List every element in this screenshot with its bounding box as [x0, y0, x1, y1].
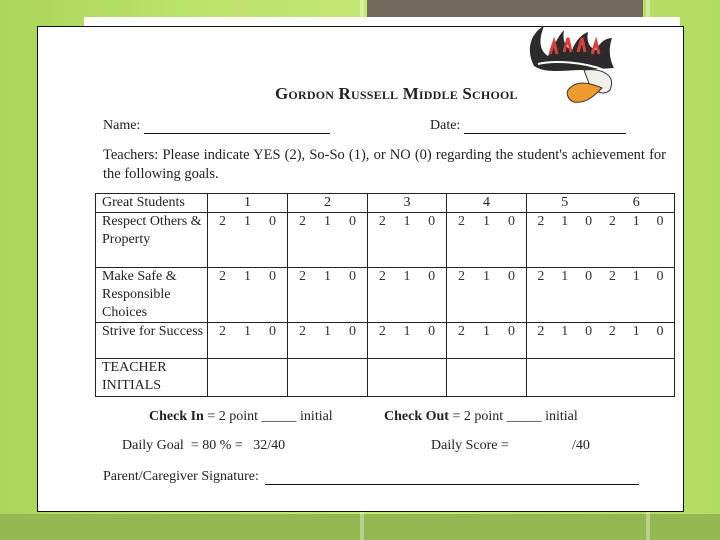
score-option[interactable]: 2	[458, 214, 465, 229]
score-options	[210, 213, 285, 231]
score-options	[449, 323, 524, 341]
score-cell[interactable]	[288, 323, 368, 359]
score-cell[interactable]	[447, 323, 527, 359]
score-options	[449, 268, 524, 286]
initials-cell[interactable]	[208, 359, 288, 397]
check-out-text: = 2 point _____ initial	[452, 409, 578, 424]
score-option[interactable]: 1	[561, 324, 569, 339]
score-option[interactable]: 1	[324, 324, 331, 339]
initials-cell[interactable]	[527, 359, 675, 397]
score-option[interactable]: 1	[483, 269, 490, 284]
period-header: 5	[561, 195, 569, 210]
initials-cell[interactable]	[368, 359, 447, 397]
score-cell[interactable]	[288, 268, 368, 323]
score-cell[interactable]	[527, 323, 675, 359]
score-options	[529, 268, 672, 286]
score-option[interactable]: 1	[632, 214, 640, 229]
score-option[interactable]: 2	[537, 324, 545, 339]
score-cell[interactable]	[208, 323, 288, 359]
score-cell[interactable]	[447, 268, 527, 323]
score-options	[529, 323, 672, 341]
score-option[interactable]: 1	[403, 269, 411, 284]
date-label: Date:	[430, 118, 461, 133]
score-options	[370, 268, 444, 286]
score-option[interactable]: 2	[378, 214, 386, 229]
score-options	[370, 323, 444, 341]
score-options	[449, 213, 524, 231]
score-option[interactable]: 2	[378, 269, 386, 284]
table-header-row	[96, 194, 675, 213]
name-field[interactable]	[103, 118, 330, 134]
row-label: Respect Others & Property	[96, 213, 208, 268]
period-header: 2	[288, 194, 368, 213]
table-row	[96, 268, 675, 323]
score-option[interactable]: 2	[537, 269, 545, 284]
score-option[interactable]: 2	[219, 214, 226, 229]
period-header: 1	[208, 194, 288, 213]
name-label: Name:	[103, 118, 141, 133]
date-field[interactable]	[430, 118, 626, 134]
score-option[interactable]: 1	[324, 214, 331, 229]
check-out-label: Check Out	[384, 409, 449, 424]
daily-score-label: Daily Score =	[431, 438, 509, 453]
period-header: 4	[447, 194, 527, 213]
score-option[interactable]: 0	[349, 324, 356, 339]
score-option[interactable]: 2	[299, 324, 306, 339]
signature-label: Parent/Caregiver Signature:	[103, 469, 259, 484]
score-option[interactable]: 0	[585, 324, 593, 339]
score-option[interactable]: 2	[299, 269, 306, 284]
score-option[interactable]: 2	[608, 214, 616, 229]
score-options	[210, 268, 285, 286]
date-line[interactable]	[464, 119, 626, 134]
initials-label: TEACHER INITIALS	[96, 359, 208, 397]
header-label: Great Students	[96, 194, 208, 213]
row-label: Make Safe & Responsible Choices	[96, 268, 208, 323]
score-cell[interactable]	[527, 268, 675, 323]
accent-box	[367, 0, 643, 17]
period-header: 6	[632, 195, 640, 210]
initials-cell[interactable]	[288, 359, 368, 397]
score-option[interactable]: 0	[428, 324, 436, 339]
check-out	[384, 409, 578, 425]
table-row	[96, 213, 675, 268]
instructions: Teachers: Please indicate YES (2), So-So (1), or NO (0) regarding the student's achievement for the following goals.	[103, 147, 666, 182]
initials-row	[96, 359, 675, 397]
score-options	[370, 213, 444, 231]
table-row	[96, 323, 675, 359]
score-options	[290, 268, 365, 286]
score-option[interactable]: 2	[219, 324, 226, 339]
signature-field[interactable]	[103, 469, 639, 485]
score-option[interactable]: 2	[608, 324, 616, 339]
score-option[interactable]: 1	[632, 269, 640, 284]
score-option[interactable]: 1	[403, 324, 411, 339]
score-option[interactable]: 0	[508, 324, 515, 339]
score-cell[interactable]	[368, 323, 447, 359]
check-in-text: = 2 point _____ initial	[207, 409, 333, 424]
school-name: Gordon Russell Middle School	[275, 84, 518, 103]
score-cell[interactable]	[447, 213, 527, 268]
score-option[interactable]: 0	[349, 269, 356, 284]
score-option[interactable]: 0	[585, 269, 593, 284]
score-option[interactable]: 1	[483, 214, 490, 229]
eagle-mascot-logo	[524, 26, 616, 106]
score-option[interactable]: 1	[244, 214, 251, 229]
score-option[interactable]: 0	[508, 214, 515, 229]
score-cell[interactable]	[208, 213, 288, 268]
score-option[interactable]: 2	[378, 324, 386, 339]
score-option[interactable]: 1	[561, 269, 569, 284]
score-option[interactable]: 0	[349, 214, 356, 229]
score-option[interactable]: 1	[403, 214, 411, 229]
score-option[interactable]: 2	[299, 214, 306, 229]
daily-score-denominator: /40	[572, 438, 590, 453]
score-cell[interactable]	[208, 268, 288, 323]
score-option[interactable]: 1	[244, 324, 251, 339]
score-option[interactable]: 2	[608, 269, 616, 284]
score-option[interactable]: 2	[219, 269, 226, 284]
score-option[interactable]: 2	[458, 324, 465, 339]
goals-table	[95, 193, 675, 397]
score-options	[529, 213, 672, 231]
score-option[interactable]: 0	[656, 269, 664, 284]
score-cell[interactable]	[288, 213, 368, 268]
score-option[interactable]: 0	[269, 269, 276, 284]
score-option[interactable]: 0	[508, 269, 515, 284]
score-options	[210, 323, 285, 341]
score-option[interactable]: 0	[656, 324, 664, 339]
score-option[interactable]: 1	[483, 324, 490, 339]
check-in-label: Check In	[149, 409, 204, 424]
score-option[interactable]: 0	[269, 324, 276, 339]
score-option[interactable]: 0	[585, 214, 593, 229]
score-cell[interactable]	[368, 268, 447, 323]
score-option[interactable]: 0	[269, 214, 276, 229]
score-option[interactable]: 0	[428, 269, 436, 284]
score-option[interactable]: 1	[244, 269, 251, 284]
score-option[interactable]: 2	[458, 269, 465, 284]
score-option[interactable]: 1	[561, 214, 569, 229]
initials-cell[interactable]	[447, 359, 527, 397]
period-header-5-6	[527, 194, 675, 213]
score-option[interactable]: 2	[537, 214, 545, 229]
score-cell[interactable]	[527, 213, 675, 268]
score-option[interactable]: 0	[428, 214, 436, 229]
period-header: 3	[368, 194, 447, 213]
score-cell[interactable]	[368, 213, 447, 268]
daily-goal: Daily Goal = 80 % = 32/40	[122, 438, 286, 453]
score-options	[290, 323, 365, 341]
check-in	[149, 409, 333, 425]
score-option[interactable]: 0	[656, 214, 664, 229]
name-line[interactable]	[144, 119, 330, 134]
score-option[interactable]: 1	[324, 269, 331, 284]
row-label: Strive for Success	[96, 323, 208, 359]
score-options	[290, 213, 365, 231]
signature-line[interactable]	[265, 470, 639, 485]
score-option[interactable]: 1	[632, 324, 640, 339]
